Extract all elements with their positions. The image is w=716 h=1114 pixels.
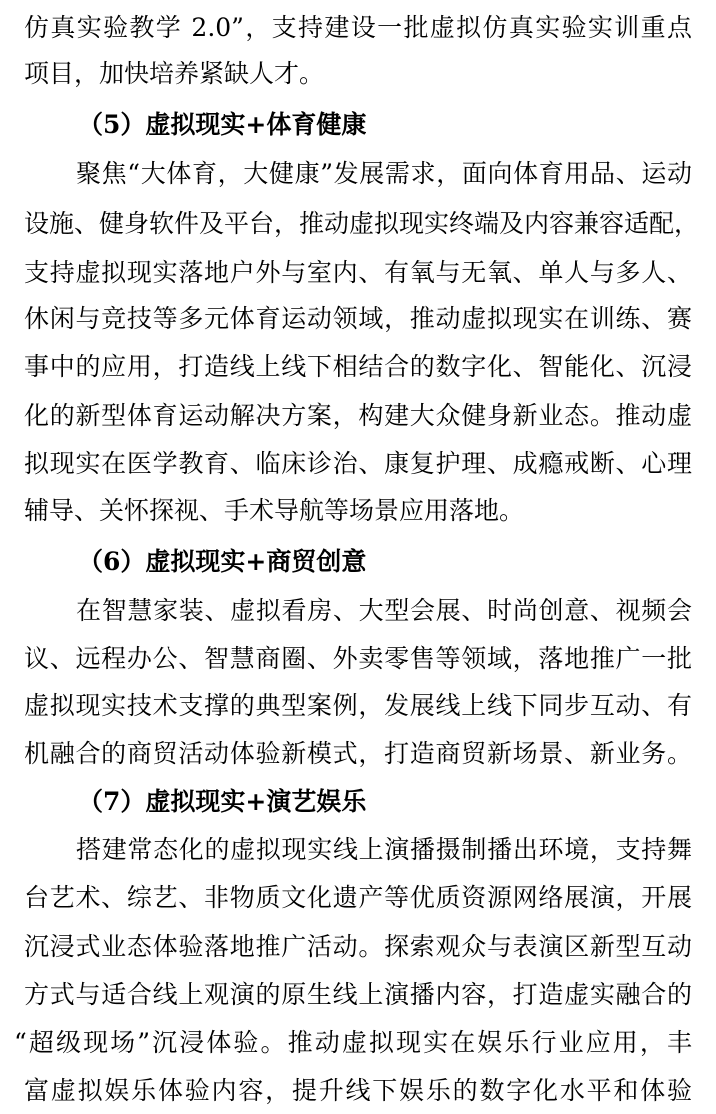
paragraph-line: 支持虚拟现实落地户外与室内、有氧与无氧、单人与多人、	[24, 258, 692, 287]
paragraph-line: “超级现场”沉浸体验。推动虚拟现实在娱乐行业应用，丰	[14, 1028, 692, 1057]
section-heading-5: （5）虚拟现实+体育健康	[78, 110, 367, 139]
paragraph-line: 仿真实验教学 2.0”，支持建设一批虚拟仿真实验实训重点	[24, 13, 692, 42]
paragraph-line: 富虚拟娱乐体验内容，提升线下娱乐的数字化水平和体验	[24, 1076, 692, 1105]
paragraph-line: 设施、健身软件及平台，推动虚拟现实终端及内容兼容适配，	[24, 209, 700, 238]
section-heading-6: （6）虚拟现实+商贸创意	[78, 547, 367, 576]
section-heading-7: （7）虚拟现实+演艺娱乐	[78, 787, 367, 816]
paragraph-line: 休闲与竞技等多元体育运动领域，推动虚拟现实在训练、赛	[24, 304, 692, 333]
paragraph-line: 方式与适合线上观演的原生线上演播内容，打造虚实融合的	[24, 980, 692, 1009]
paragraph-line: 拟现实在医学教育、临床诊治、康复护理、成瘾戒断、心理	[24, 449, 692, 478]
paragraph-line: 虚拟现实技术支撑的典型案例，发展线上线下同步互动、有	[24, 691, 692, 720]
paragraph-line: 机融合的商贸活动体验新模式，打造商贸新场景、新业务。	[24, 739, 692, 768]
paragraph-line: 台艺术、综艺、非物质文化遗产等优质资源网络展演，开展	[24, 883, 692, 912]
paragraph-line: 项目，加快培养紧缺人才。	[24, 59, 325, 88]
paragraph-line: 在智慧家装、虚拟看房、大型会展、时尚创意、视频会	[76, 596, 692, 625]
paragraph-line: 议、远程办公、智慧商圈、外卖零售等领域，落地推广一批	[24, 644, 692, 673]
paragraph-line: 搭建常态化的虚拟现实线上演播摄制播出环境，支持舞	[76, 835, 692, 864]
paragraph-line: 沉浸式业态体验落地推广活动。探索观众与表演区新型互动	[24, 932, 692, 961]
paragraph-line: 化的新型体育运动解决方案，构建大众健身新业态。推动虚	[24, 401, 692, 430]
paragraph-line: 辅导、关怀探视、手术导航等场景应用落地。	[24, 496, 525, 525]
paragraph-line: 事中的应用，打造线上线下相结合的数字化、智能化、沉浸	[24, 352, 692, 381]
paragraph-line: 聚焦“大体育，大健康”发展需求，面向体育用品、运动	[76, 159, 692, 188]
